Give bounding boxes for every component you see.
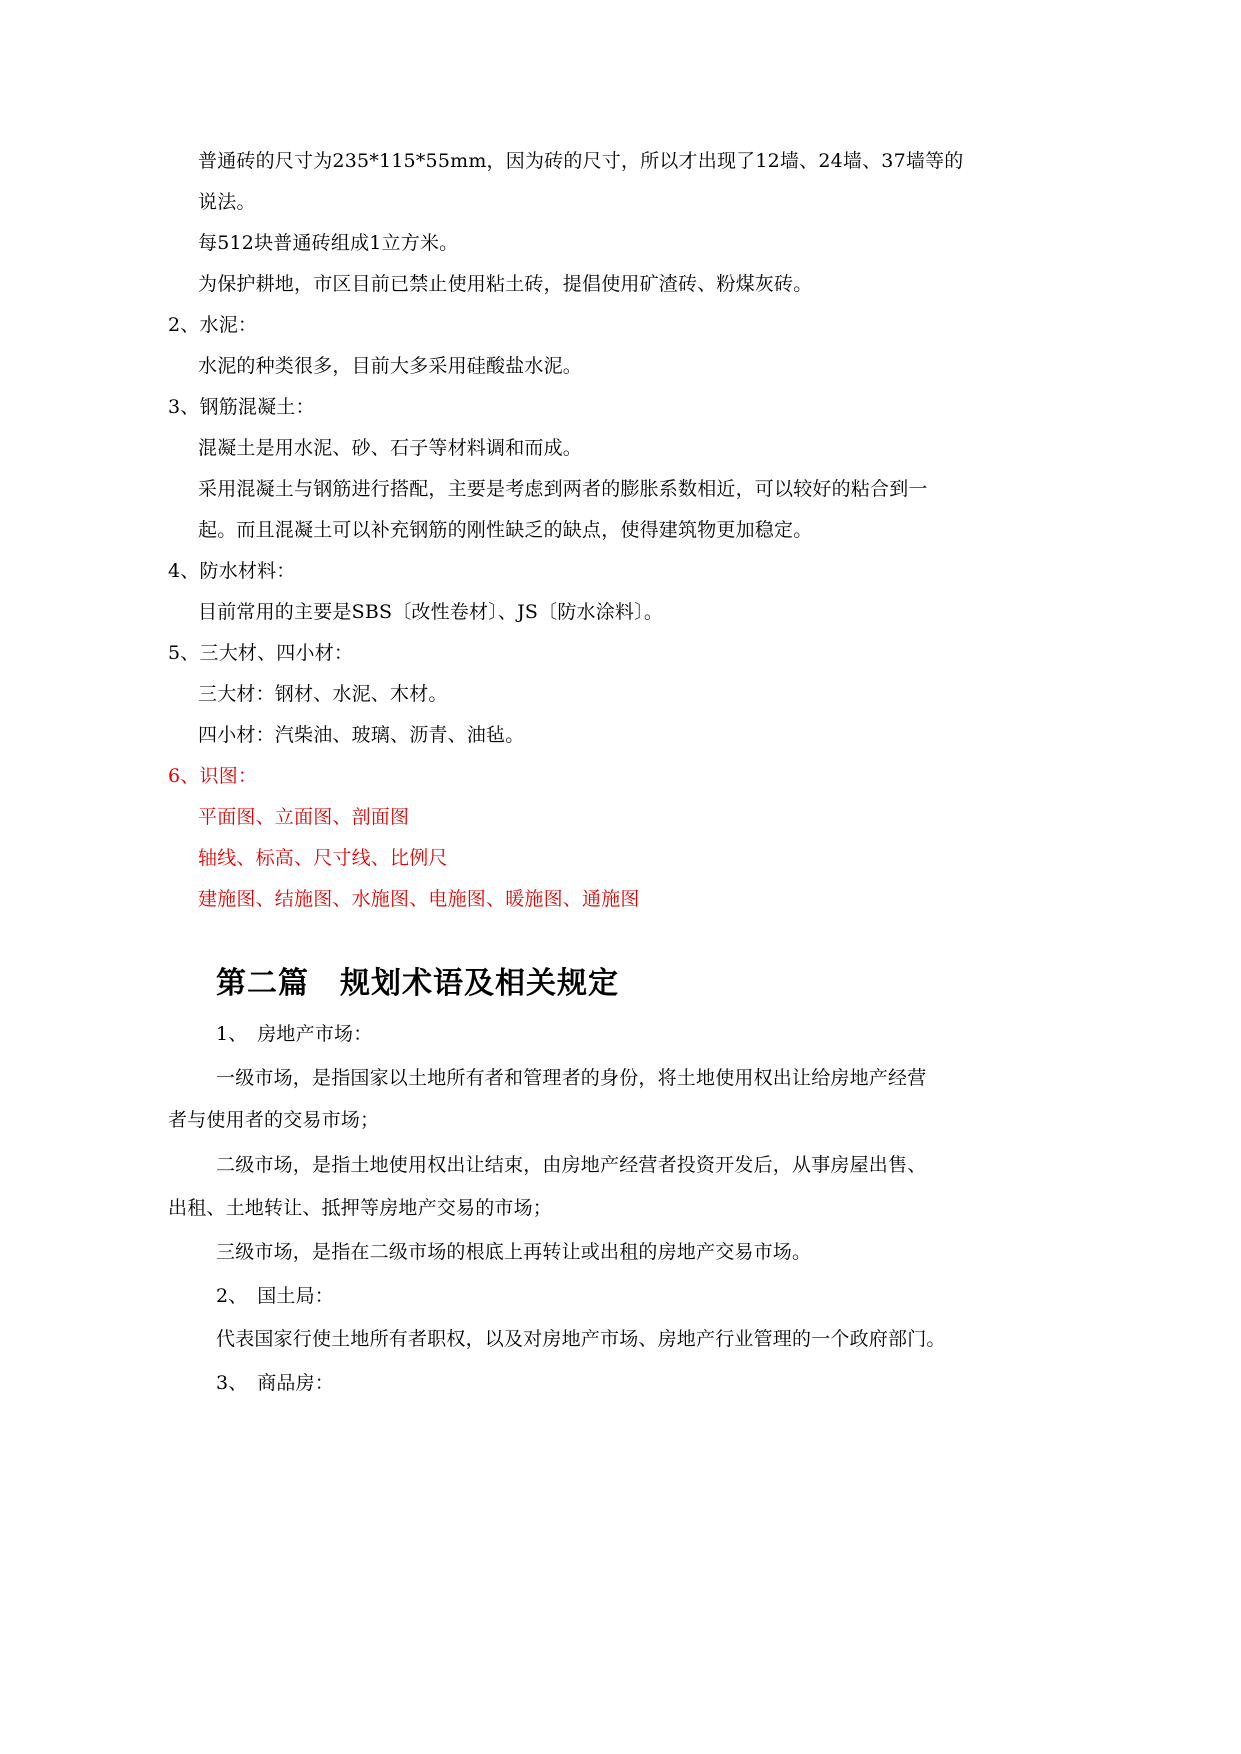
brick-policy-line: 为保护耕地，市区目前已禁止使用粘土砖，提倡使用矿渣砖、粉煤灰砖。 bbox=[198, 273, 813, 295]
item-cement-text: 水泥的种类很多，目前大多采用硅酸盐水泥。 bbox=[198, 355, 583, 377]
brick-size-line1: 普通砖的尺寸为235*115*55mm，因为砖的尺寸，所以才出现了12墙、24墙、37墙等的 bbox=[198, 150, 964, 172]
item-waterproof-title: 4、防水材料： bbox=[168, 560, 296, 582]
item-drawings-text1: 平面图、立面图、剖面图 bbox=[198, 806, 410, 828]
item-materials-text1: 三大材：钢材、水泥、木材。 bbox=[198, 683, 448, 705]
item-concrete-text2a: 采用混凝土与钢筋进行搭配，主要是考虑到两者的膨胀系数相近，可以较好的粘合到一 bbox=[198, 478, 928, 500]
item-cement-title: 2、水泥： bbox=[168, 314, 258, 336]
item-materials-text2: 四小材：汽柴油、玻璃、沥青、油毡。 bbox=[198, 724, 525, 746]
term-market-p2b: 出租、土地转让、抵押等房地产交易的市场； bbox=[168, 1197, 553, 1219]
brick-count-line: 每512块普通砖组成1立方米。 bbox=[198, 232, 459, 254]
item-concrete-title: 3、钢筋混凝土： bbox=[168, 396, 315, 418]
brick-size-line2: 说法。 bbox=[198, 191, 256, 213]
item-concrete-text2b: 起。而且混凝土可以补充钢筋的刚性缺乏的缺点，使得建筑物更加稳定。 bbox=[198, 519, 813, 541]
item-concrete-text1: 混凝土是用水泥、砂、石子等材料调和而成。 bbox=[198, 437, 583, 459]
item-materials-title: 5、三大材、四小材： bbox=[168, 642, 354, 664]
item-drawings-text3: 建施图、结施图、水施图、电施图、暖施图、通施图 bbox=[198, 888, 640, 910]
chapter-heading: 第二篇 规划术语及相关规定 bbox=[216, 966, 619, 1001]
term-market-p1b: 者与使用者的交易市场； bbox=[168, 1109, 380, 1131]
term-landbureau-text: 代表国家行使土地所有者职权，以及对房地产市场、房地产行业管理的一个政府部门。 bbox=[216, 1328, 946, 1350]
term-market-p2a: 二级市场，是指土地使用权出让结束，由房地产经营者投资开发后，从事房屋出售、 bbox=[216, 1154, 927, 1176]
term-market-title: 1、 房地产市场： bbox=[216, 1023, 373, 1045]
term-market-p3: 三级市场，是指在二级市场的根底上再转让或出租的房地产交易市场。 bbox=[216, 1241, 812, 1263]
term-landbureau-title: 2、 国土局： bbox=[216, 1285, 334, 1307]
item-waterproof-text: 目前常用的主要是SBS〔改性卷材〕、JS〔防水涂料〕。 bbox=[198, 601, 664, 623]
item-drawings-text2: 轴线、标高、尺寸线、比例尺 bbox=[198, 847, 448, 869]
term-commercial-housing-title: 3、 商品房： bbox=[216, 1372, 334, 1394]
term-market-p1a: 一级市场，是指国家以土地所有者和管理者的身份，将土地使用权出让给房地产经营 bbox=[216, 1067, 927, 1089]
item-drawings-title: 6、识图： bbox=[168, 765, 258, 787]
